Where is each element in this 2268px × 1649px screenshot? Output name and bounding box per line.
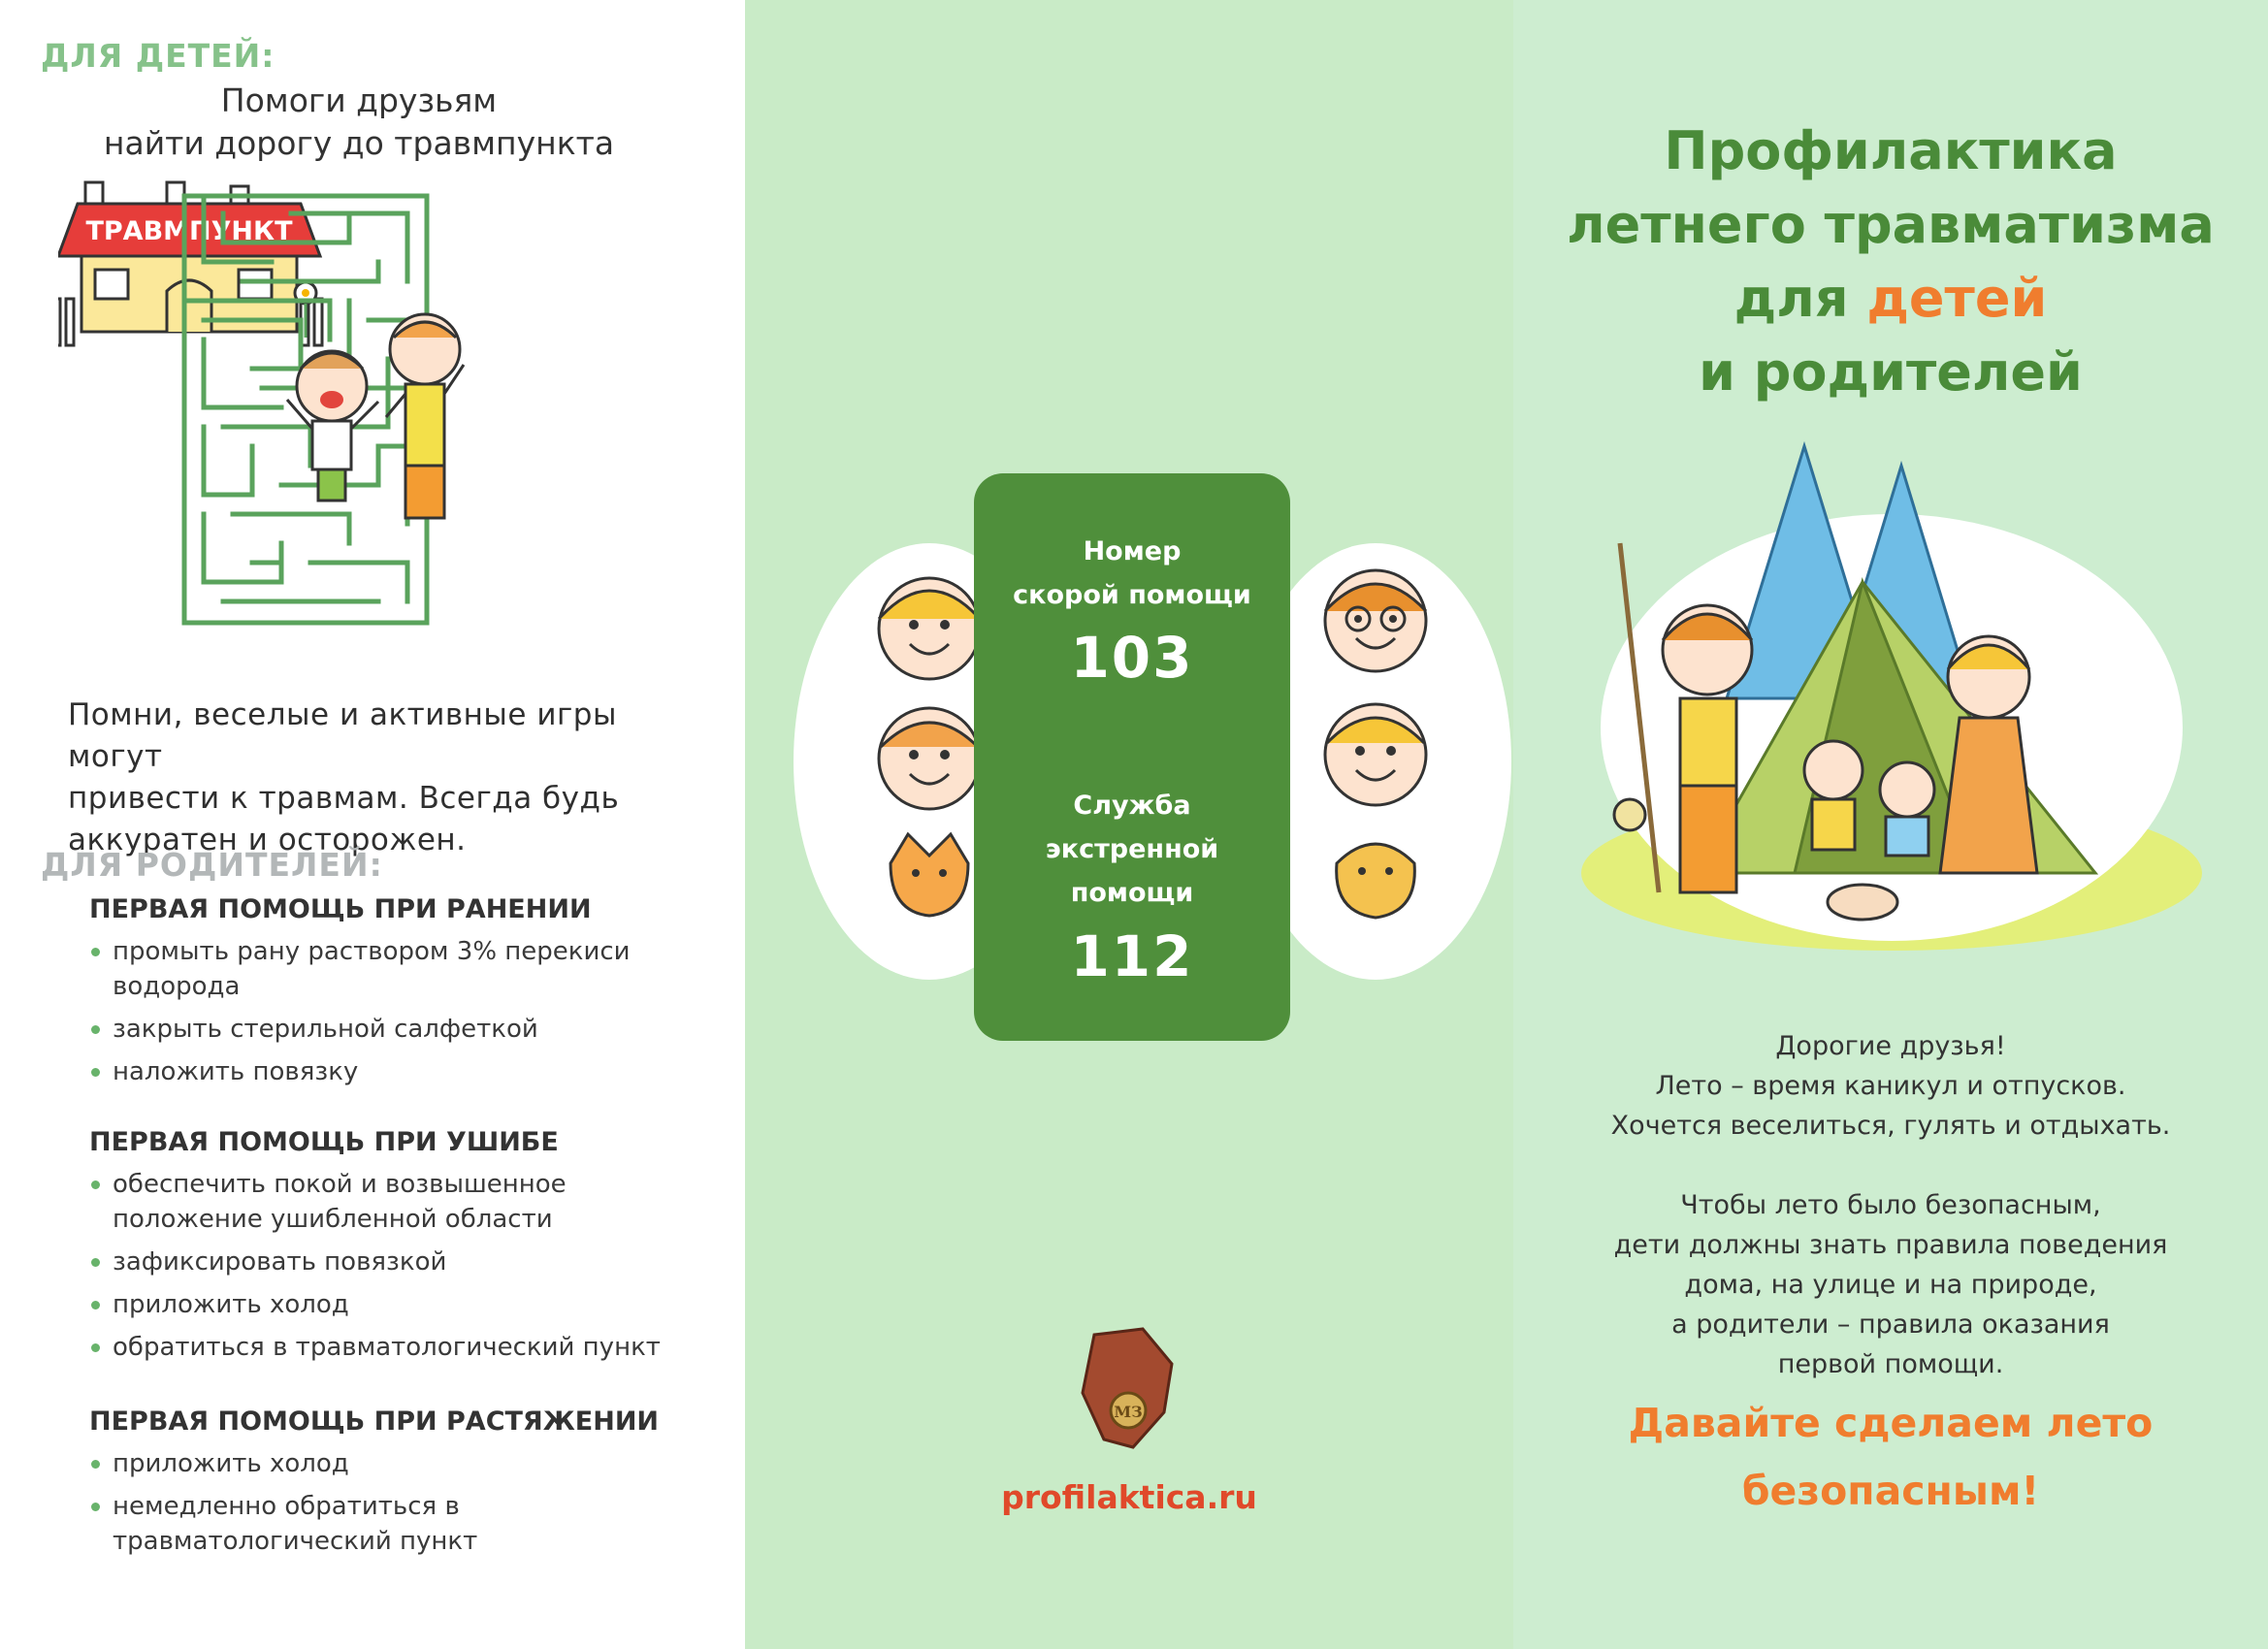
ambulance-label-line1: Номер	[1083, 536, 1182, 566]
emergency-label-line2: экстренной	[1045, 834, 1219, 864]
intro-paragraph-2	[1513, 1185, 2268, 1384]
list-item: обеспечить покой и возвышенное положение ушибленной области	[89, 1167, 710, 1237]
remember-line2: привести к травмам. Всегда будь	[68, 781, 620, 816]
title-line3-accent: детей	[1866, 268, 2048, 329]
intro-line: Чтобы лето было безопасным,	[1680, 1190, 2101, 1220]
camping-family-illustration	[1552, 407, 2231, 951]
first-aid-bruise-list	[89, 1167, 710, 1365]
first-aid-sprain	[89, 1406, 710, 1567]
emergency-label-line1: Служба	[1073, 791, 1191, 821]
title-line3	[1513, 262, 2268, 336]
remember-text	[68, 695, 708, 861]
first-aid-wound-list	[89, 934, 710, 1089]
intro-line: а родители – правила оказания	[1671, 1310, 2110, 1340]
maze-title-line2: найти дорогу до травмпункта	[103, 124, 615, 162]
right-panel	[1513, 0, 2268, 1649]
call-line1: Давайте сделаем лето	[1628, 1400, 2154, 1446]
ambulance-number: 103	[1070, 625, 1194, 691]
intro-line: первой помощи.	[1777, 1349, 2004, 1379]
list-item: промыть рану раствором 3% перекиси водорода	[89, 934, 710, 1004]
call-line2: безопасным!	[1741, 1468, 2040, 1514]
left-panel	[0, 0, 745, 1649]
list-item: наложить повязку	[89, 1054, 710, 1089]
title-line4: и родителей	[1699, 341, 2083, 403]
title-line3-prefix: для	[1733, 268, 1867, 329]
remember-line1: Помни, веселые и активные игры могут	[68, 697, 617, 774]
list-item: обратиться в травматологический пункт	[89, 1330, 710, 1365]
emergency-numbers-card	[974, 473, 1290, 1041]
remember-line3: аккуратен и осторожен.	[68, 823, 467, 857]
title-line1: Профилактика	[1664, 120, 2118, 181]
list-item: приложить холод	[89, 1446, 710, 1481]
first-aid-bruise-title: ПЕРВАЯ ПОМОЩЬ ПРИ УШИБЕ	[89, 1127, 559, 1157]
first-aid-wound	[89, 894, 710, 1097]
brochure-title	[1513, 114, 2268, 409]
first-aid-sprain-list	[89, 1446, 710, 1559]
worried-kid	[386, 314, 464, 518]
list-item: немедленно обратиться в травматологический пункт	[89, 1489, 710, 1559]
emergency-number: 112	[1070, 923, 1194, 989]
first-aid-sprain-title: ПЕРВАЯ ПОМОЩЬ ПРИ РАСТЯЖЕНИИ	[89, 1406, 660, 1437]
building-sign: ТРАВМПУНКТ	[85, 216, 293, 246]
intro-line: дома, на улице и на природе,	[1684, 1270, 2097, 1300]
first-aid-bruise	[89, 1127, 710, 1373]
list-item: приложить холод	[89, 1287, 710, 1322]
site-link[interactable]: profilaktica.ru	[1001, 1478, 1257, 1516]
ambulance-label-line2: скорой помощи	[1013, 580, 1251, 610]
maze-title	[87, 80, 631, 165]
ministry-logo	[1075, 1325, 1182, 1451]
call-to-action	[1513, 1389, 2268, 1525]
intro-line: Дорогие друзья!	[1775, 1031, 2006, 1061]
first-aid-wound-title: ПЕРВАЯ ПОМОЩЬ ПРИ РАНЕНИИ	[89, 894, 592, 924]
parents-section-tag: ДЛЯ РОДИТЕЛЕЙ:	[41, 846, 383, 884]
intro-paragraph-1	[1513, 1026, 2268, 1146]
maze-illustration	[58, 175, 698, 698]
logo-letters: МЗ	[1114, 1403, 1143, 1421]
middle-panel	[745, 0, 1513, 1649]
kids-illustration-right	[1288, 543, 1521, 980]
list-item: закрыть стерильной салфеткой	[89, 1012, 710, 1047]
kids-section-tag: ДЛЯ ДЕТЕЙ:	[41, 37, 275, 75]
intro-line: дети должны знать правила поведения	[1613, 1230, 2168, 1260]
emergency-label-line3: помощи	[1070, 878, 1194, 908]
list-item: зафиксировать повязкой	[89, 1245, 710, 1279]
title-line2: летнего травматизма	[1567, 194, 2215, 255]
intro-line: Хочется веселиться, гулять и отдыхать.	[1610, 1111, 2171, 1141]
maze-title-line1: Помоги друзьям	[220, 81, 498, 119]
intro-line: Лето – время каникул и отпусков.	[1655, 1071, 2126, 1101]
